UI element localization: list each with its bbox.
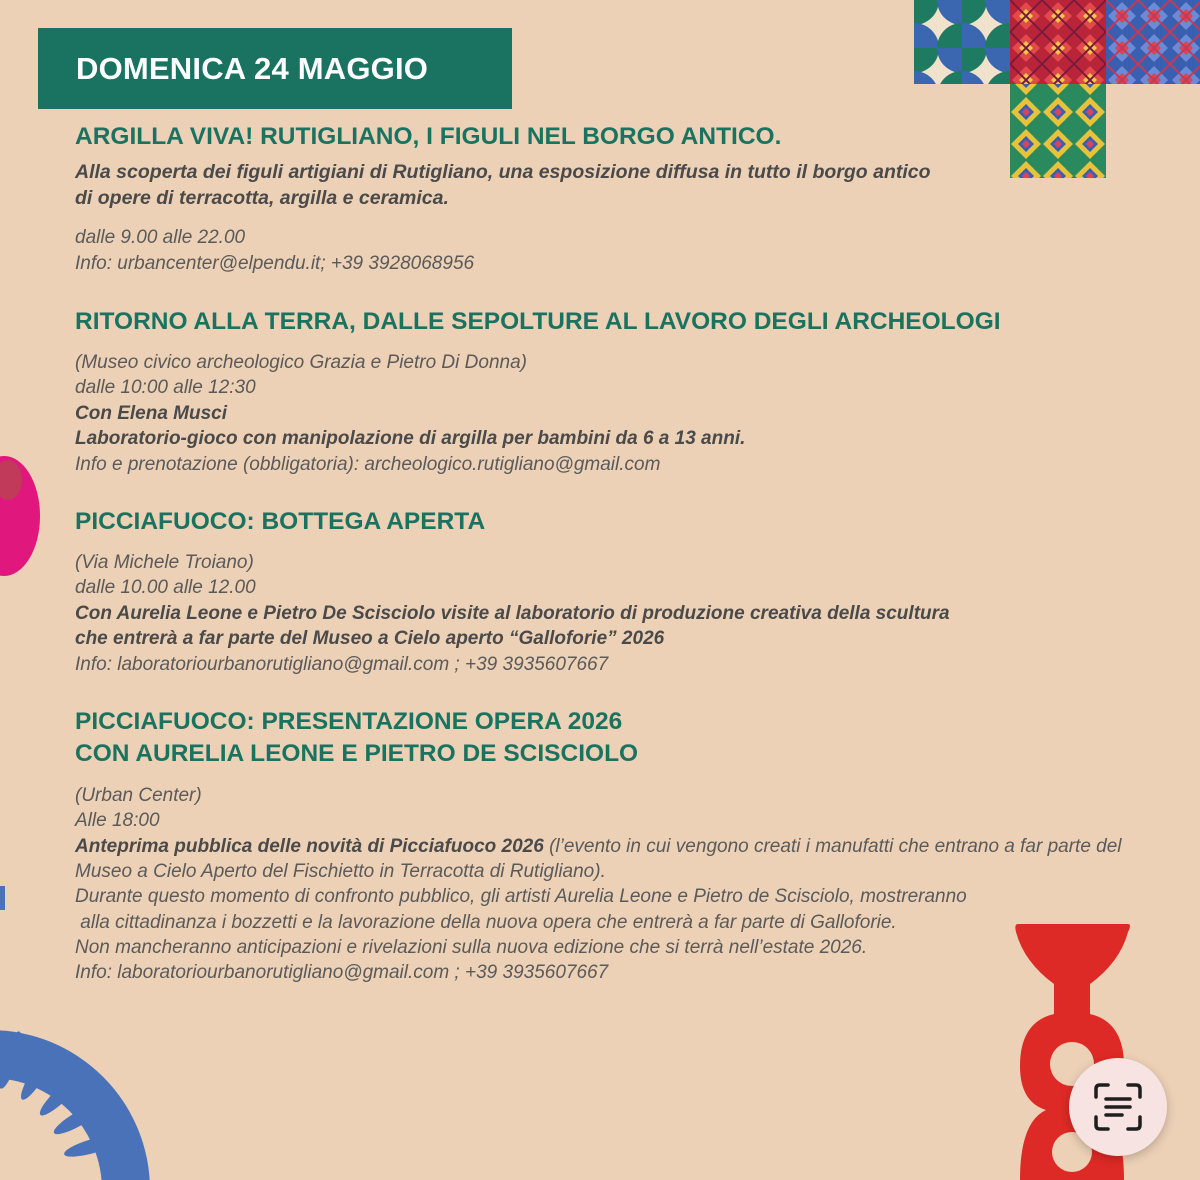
event-4-time: Alle 18:00 [75, 810, 160, 831]
event-4-info: Info: laboratoriourbanorutigliano@gmail.com ; +39 3935607667 [75, 962, 609, 983]
event-3-title: PICCIAFUOCO: BOTTEGA APERTA [75, 508, 486, 535]
event-1-info: Info: urbancenter@elpendu.it; +39 3928068956 [75, 253, 475, 274]
tile-pattern-decoration [914, 0, 1200, 180]
blue-mark-decoration [0, 886, 6, 910]
event-4-preview-line-1 [75, 834, 1122, 859]
text-scan-icon [1090, 1079, 1146, 1135]
event-4-location: (Urban Center) [75, 785, 202, 806]
blue-sun-decoration [0, 990, 150, 1180]
event-4-description-line-1: Durante questo momento di confronto pubblico, gli artisti Aurelia Leone e Pietro de Scisciolo, mostreranno [75, 886, 967, 907]
event-2-location: (Museo civico archeologico Grazia e Pietro Di Donna) [75, 352, 527, 373]
event-4-title-line-2: CON AURELIA LEONE E PIETRO DE SCISCIOLO [75, 740, 639, 767]
event-4-preview-rest: (l’evento in cui vengono creati i manufatti che entrano a far parte del [543, 836, 1122, 857]
event-3-location: (Via Michele Troiano) [75, 552, 254, 573]
event-1-time: dalle 9.00 alle 22.00 [75, 227, 246, 248]
event-2-time: dalle 10:00 alle 12:30 [75, 377, 256, 398]
date-header-text: DOMENICA 24 MAGGIO [76, 50, 429, 86]
event-4-description-line-2: alla cittadinanza i bozzetti e la lavorazione della nuova opera che entrerà a far parte di Galloforie. [75, 912, 897, 933]
event-4-preview-bold: Anteprima pubblica delle novità di Picciafuoco 2026 [75, 836, 544, 857]
event-3-detail-line-1: Con Aurelia Leone e Pietro De Scisciolo visite al laboratorio di produzione creativa della scultura [75, 603, 950, 624]
event-2-host: Con Elena Musci [75, 403, 228, 424]
event-3-info: Info: laboratoriourbanorutigliano@gmail.com ; +39 3935607667 [75, 654, 609, 675]
event-3-time: dalle 10.00 alle 12.00 [75, 577, 256, 598]
event-2-info: Info e prenotazione (obbligatoria): archeologico.rutigliano@gmail.com [75, 454, 661, 475]
pink-blob-decoration [0, 452, 44, 580]
event-4-preview-line-2: Museo a Cielo Aperto del Fischietto in Terracotta di Rutigliano). [75, 861, 606, 882]
event-1-description-line-2: di opere di terracotta, argilla e ceramica. [75, 187, 449, 209]
event-3-detail-line-2: che entrerà a far parte del Museo a Cielo aperto “Galloforie” 2026 [75, 628, 665, 649]
event-1-title: ARGILLA VIVA! RUTIGLIANO, I FIGULI NEL BORGO ANTICO. [75, 123, 782, 150]
text-scan-button[interactable] [1069, 1058, 1167, 1156]
date-header [38, 28, 512, 109]
event-2-activity: Laboratorio-gioco con manipolazione di argilla per bambini da 6 a 13 anni. [75, 428, 746, 449]
event-4-title-line-1: PICCIAFUOCO: PRESENTAZIONE OPERA 2026 [75, 708, 623, 735]
event-1-description-line-1: Alla scoperta dei figuli artigiani di Rutigliano, una esposizione diffusa in tutto il borgo antico [75, 161, 931, 183]
event-2-title: RITORNO ALLA TERRA, DALLE SEPOLTURE AL LAVORO DEGLI ARCHEOLOGI [75, 308, 1001, 335]
event-4-description-line-3: Non mancheranno anticipazioni e rivelazioni sulla nuova edizione che si terrà nell’estate 2026. [75, 937, 868, 958]
